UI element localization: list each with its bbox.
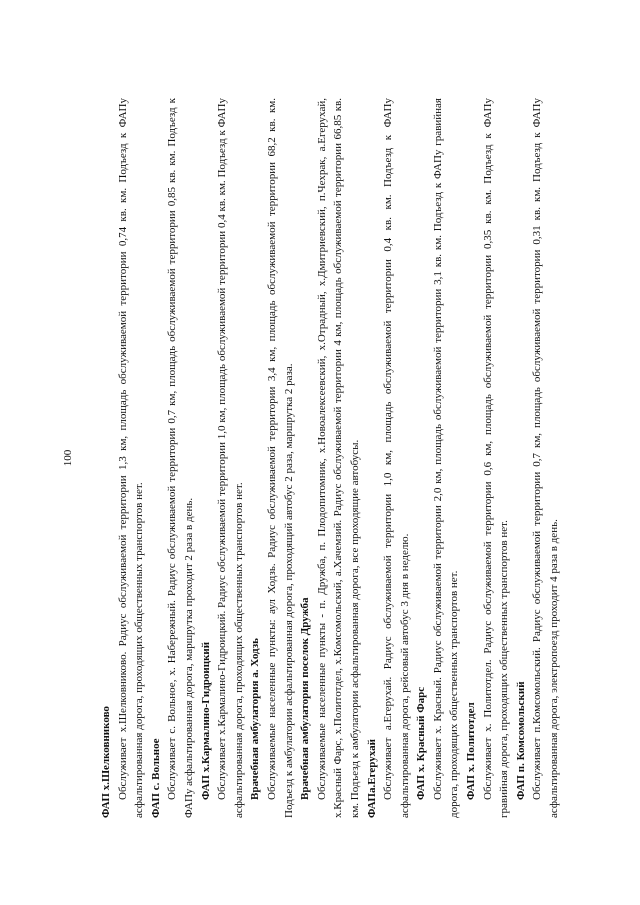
section-heading-egerukhai: ФАПа.Егерухай (365, 739, 378, 818)
section-text-khodz: Обслуживаемые населенные пункты: аул Ходзь. Радиус обслуживаемой территории 3,4 км, площадь обслуживаемой территории 68,2 кв. км. Подъезд к амбулатории асфальтированная дорога, проходящий автобус 2 раза, маршрутка 2 раза. (265, 98, 295, 818)
section-heading-komsomolsky: ФАП п. Комсомольский (514, 681, 527, 800)
section-text-druzhba: Обслуживаемые населенные пункты - п. Дружба, п. Плодопитомник, х.Новоалексеевский, х.Отрадный, х.Дмитриевский, п.Чехрак, а.Егерухай, х.Красный Фарс, х.Политотдел, х.Комсомольский, а.Хачемзий. Радиус обслуживаемой территории 4 км, площадь обслуживаемой территории 66,85 кв. км. Подъезд к амбулатории асфальтированная дорога, все проходящие автобусы. (315, 98, 361, 818)
section-text-egerukhai: Обслуживает а.Егерухай. Радиус обслуживаемой территории 1,0 км, площадь обслуживаемой территории 0,4 кв. км. Подъезд к ФАПу асфальтированная дорога, рейсовый автобус 3 дня в неделю. (382, 98, 411, 818)
section-text-volnoe: Обслуживает с. Вольное, х. Набережный. Радиус обслуживаемой территории 0,7 км, площадь обслуживаемой территории 0,85 кв. км. Подъезд к ФАПу асфальтированная дорога, маршрутка проходит 2 раза в день. (166, 98, 195, 818)
section-heading-druzhba: Врачебная амбулатория поселок Дружба (299, 597, 312, 800)
section-text-shelkovnikovo: Обслуживает х.Шелковниково. Радиус обслуживаемой территории 1,3 км, площадь обслуживаемой территории 0,74 кв. км. Подъезд к ФАПу асфальтированная дорога, проходящих общественных транспортов нет. (116, 98, 146, 818)
section-text-krasny-fars: Обслуживает х. Красный. Радиус обслуживаемой территории 2,0 км, площадь обслуживаемой территории 3,1 кв. км. Подъезд к ФАПу гравийная дорога, проходящих общественных транспортов нет. (431, 98, 461, 818)
document-body (98, 98, 563, 818)
section-heading-volnoe: ФАП с. Вольное (149, 738, 162, 818)
section-heading-khodz: Врачебная амбулатория а. Ходзь (249, 638, 262, 800)
section-heading-shelkovnikovo: ФАП х.Шелковниково (100, 706, 112, 818)
section-heading-krasny-fars: ФАП х. Красный Фарс (415, 686, 428, 800)
section-text-politotdel: Обслуживает х. Политотдел. Радиус обслуживаемой территории 0,6 км, площадь обслуживаемой территории 0,35 кв. км. Подъезд к ФАПу гравийная дорога, проходящих общественных транспортов нет. (481, 98, 511, 818)
section-text-komsomolsky: Обслуживает п.Комсомольский. Радиус обслуживаемой территории 0,7 км, площадь обслуживаемой территории 0,31 кв. км. Подъезд к ФАПу асфальтированная дорога, электропоезд проходит 4 раза в день. (531, 98, 561, 818)
page-number: 100 (62, 449, 74, 467)
section-text-karmalino: Обслуживает х.Кармалино-Гидроицкий. Радиус обслуживаемой территории 1,0 км, площадь обслуживаемой территории 0,4 кв. км. Подъезд к ФАПу асфальтированная дорога, проходящих общественных транспортов нет. (216, 98, 245, 818)
section-heading-karmalino: ФАП х.Кармалино-Гидроицкий (199, 641, 212, 800)
rotated-text-block (60, 98, 560, 818)
section-heading-politotdel: ФАП х. Политотдел (465, 702, 478, 800)
